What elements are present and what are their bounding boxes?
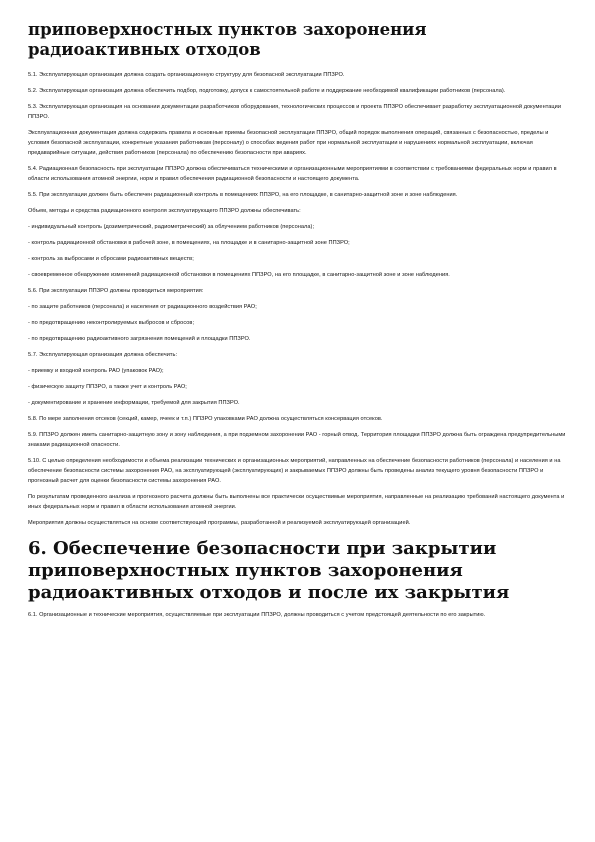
list-item-physical-protection: - физическую защиту ППЗРО, а также учет и контроль РАО; <box>28 384 187 390</box>
paragraph-5-10: 5.10. С целью определения необходимости и объема реализации технических и организационных мероприятий, направленных на обеспечение безопасности работников (персонала) и населения и на обеспечение безопасности системы захоронения РАО, на эксплуатирующей (эксплуатирующих) и закрываемых ППЗРО должны быть проведены анализ текущего уровня безопасности ППЗРО и прогнозный расчет для оценки безопасности системы захоронения РАО. <box>28 458 561 484</box>
list-item-individual-control: - индивидуальный контроль (дозиметрический, радиометрический) за облучением работников (персонала); <box>28 224 315 230</box>
paragraph-6-1: 6.1. Организационные и технические мероприятия, осуществляемые при эксплуатации ППЗРО, должны проводиться с учетом предстоящей деятельности по его закрытию. <box>28 612 486 618</box>
list-item-prevent-emissions: - по предотвращению неконтролируемых выбросов и сбросов; <box>28 320 195 326</box>
paragraph-control-scope: Объем, методы и средства радиационного контроля эксплуатирующего ППЗРО должны обеспечивать: <box>28 208 301 214</box>
paragraph-5-2: 5.2. Эксплуатирующая организация должна обеспечить подбор, подготовку, допуск к самостоятельной работе и поддержание необходимой квалификации работников (персонала). <box>28 88 506 94</box>
section-title-continued: приповерхностных пунктов захоронения радиоактивных отходов <box>28 20 427 59</box>
list-item-protection: - по защите работников (персонала) и населения от радиационного воздействия РАО; <box>28 304 257 310</box>
document-page <box>28 6 568 620</box>
paragraph-operational-docs: Эксплуатационная документация должна содержать правила и основные приемы безопасной эксплуатации ППЗРО, общий порядок выполнения операций, связанных с безопасностью, пределы и условия безопасной эксплуатации, конкретные указания работникам (персоналу) о способах ведения работ при нормальной эксплуатации и нарушениях нормальной эксплуатации, включая предаварийные ситуации, действия работников (персонала) по обеспечению безопасности при авариях. <box>28 130 549 156</box>
list-item-prevent-contamination: - по предотвращению радиоактивного загрязнения помещений и площадки ППЗРО. <box>28 336 251 342</box>
list-item-acceptance: - приемку и входной контроль РАО (упаковок РАО); <box>28 368 164 374</box>
list-item-emissions-control: - контроль за выбросами и сбросами радиоактивных веществ; <box>28 256 194 262</box>
paragraph-analysis-results: По результатам проведенного анализа и прогнозного расчета должны быть выполнены все практически осуществимые мероприятия, направленные на реализацию требований настоящего документа и иных федеральных норм и правил в области использования атомной энергии. <box>28 494 565 510</box>
section-6-title: 6. Обеспечение безопасности при закрытии приповерхностных пунктов захоронения радиоактивных отходов и после их закрытия <box>28 538 510 603</box>
list-item-change-detection: - своевременное обнаружение изменений радиационной обстановки в помещениях ППЗРО, на его площадке, в санитарно-защитной зоне и зоне наблюдения. <box>28 272 450 278</box>
paragraph-5-6: 5.6. При эксплуатации ППЗРО должны проводиться мероприятия: <box>28 288 204 294</box>
paragraph-5-7: 5.7. Эксплуатирующая организация должна обеспечить: <box>28 352 178 358</box>
list-item-documentation: - документирование и хранение информации, требуемой для закрытия ППЗРО. <box>28 400 240 406</box>
paragraph-5-3: 5.3. Эксплуатирующая организация на основании документации разработчиков оборудования, технологических процессов и проекта ППЗРО обеспечивает разработку эксплуатационной документации ППЗРО. <box>28 104 562 120</box>
list-item-radiation-situation: - контроль радиационной обстановки в рабочей зоне, в помещениях, на площадке и в санитарно-защитной зоне ППЗРО; <box>28 240 350 246</box>
paragraph-5-5: 5.5. При эксплуатации должен быть обеспечен радиационный контроль в помещениях ППЗРО, на его площадке, в санитарно-защитной зоне и зоне наблюдения. <box>28 192 458 198</box>
paragraph-program: Мероприятия должны осуществляться на основе соответствующей программы, разработанной и реализуемой эксплуатирующей организацией. <box>28 520 411 526</box>
paragraph-5-8: 5.8. По мере заполнения отсеков (секций, камер, ячеек и т.п.) ППЗРО упаковками РАО должна осуществляться консервация отсеков. <box>28 416 383 422</box>
paragraph-5-9: 5.9. ППЗРО должен иметь санитарно-защитную зону и зону наблюдения, а при подземном захоронении РАО - горный отвод. Территория площадки ППЗРО должна быть ограждена предупредительными знаками радиационной опасности. <box>28 432 566 448</box>
paragraph-5-4: 5.4. Радиационная безопасность при эксплуатации ППЗРО должна обеспечиваться техническими и организационными мероприятиями в соответствии с требованиями федеральных норм и правил в области использования атомной энергии, норм и правил обеспечения радиационной безопасности и настоящего документа. <box>28 166 557 182</box>
paragraph-5-1: 5.1. Эксплуатирующая организация должна создать организационную структуру для безопасной эксплуатации ППЗРО. <box>28 72 345 78</box>
